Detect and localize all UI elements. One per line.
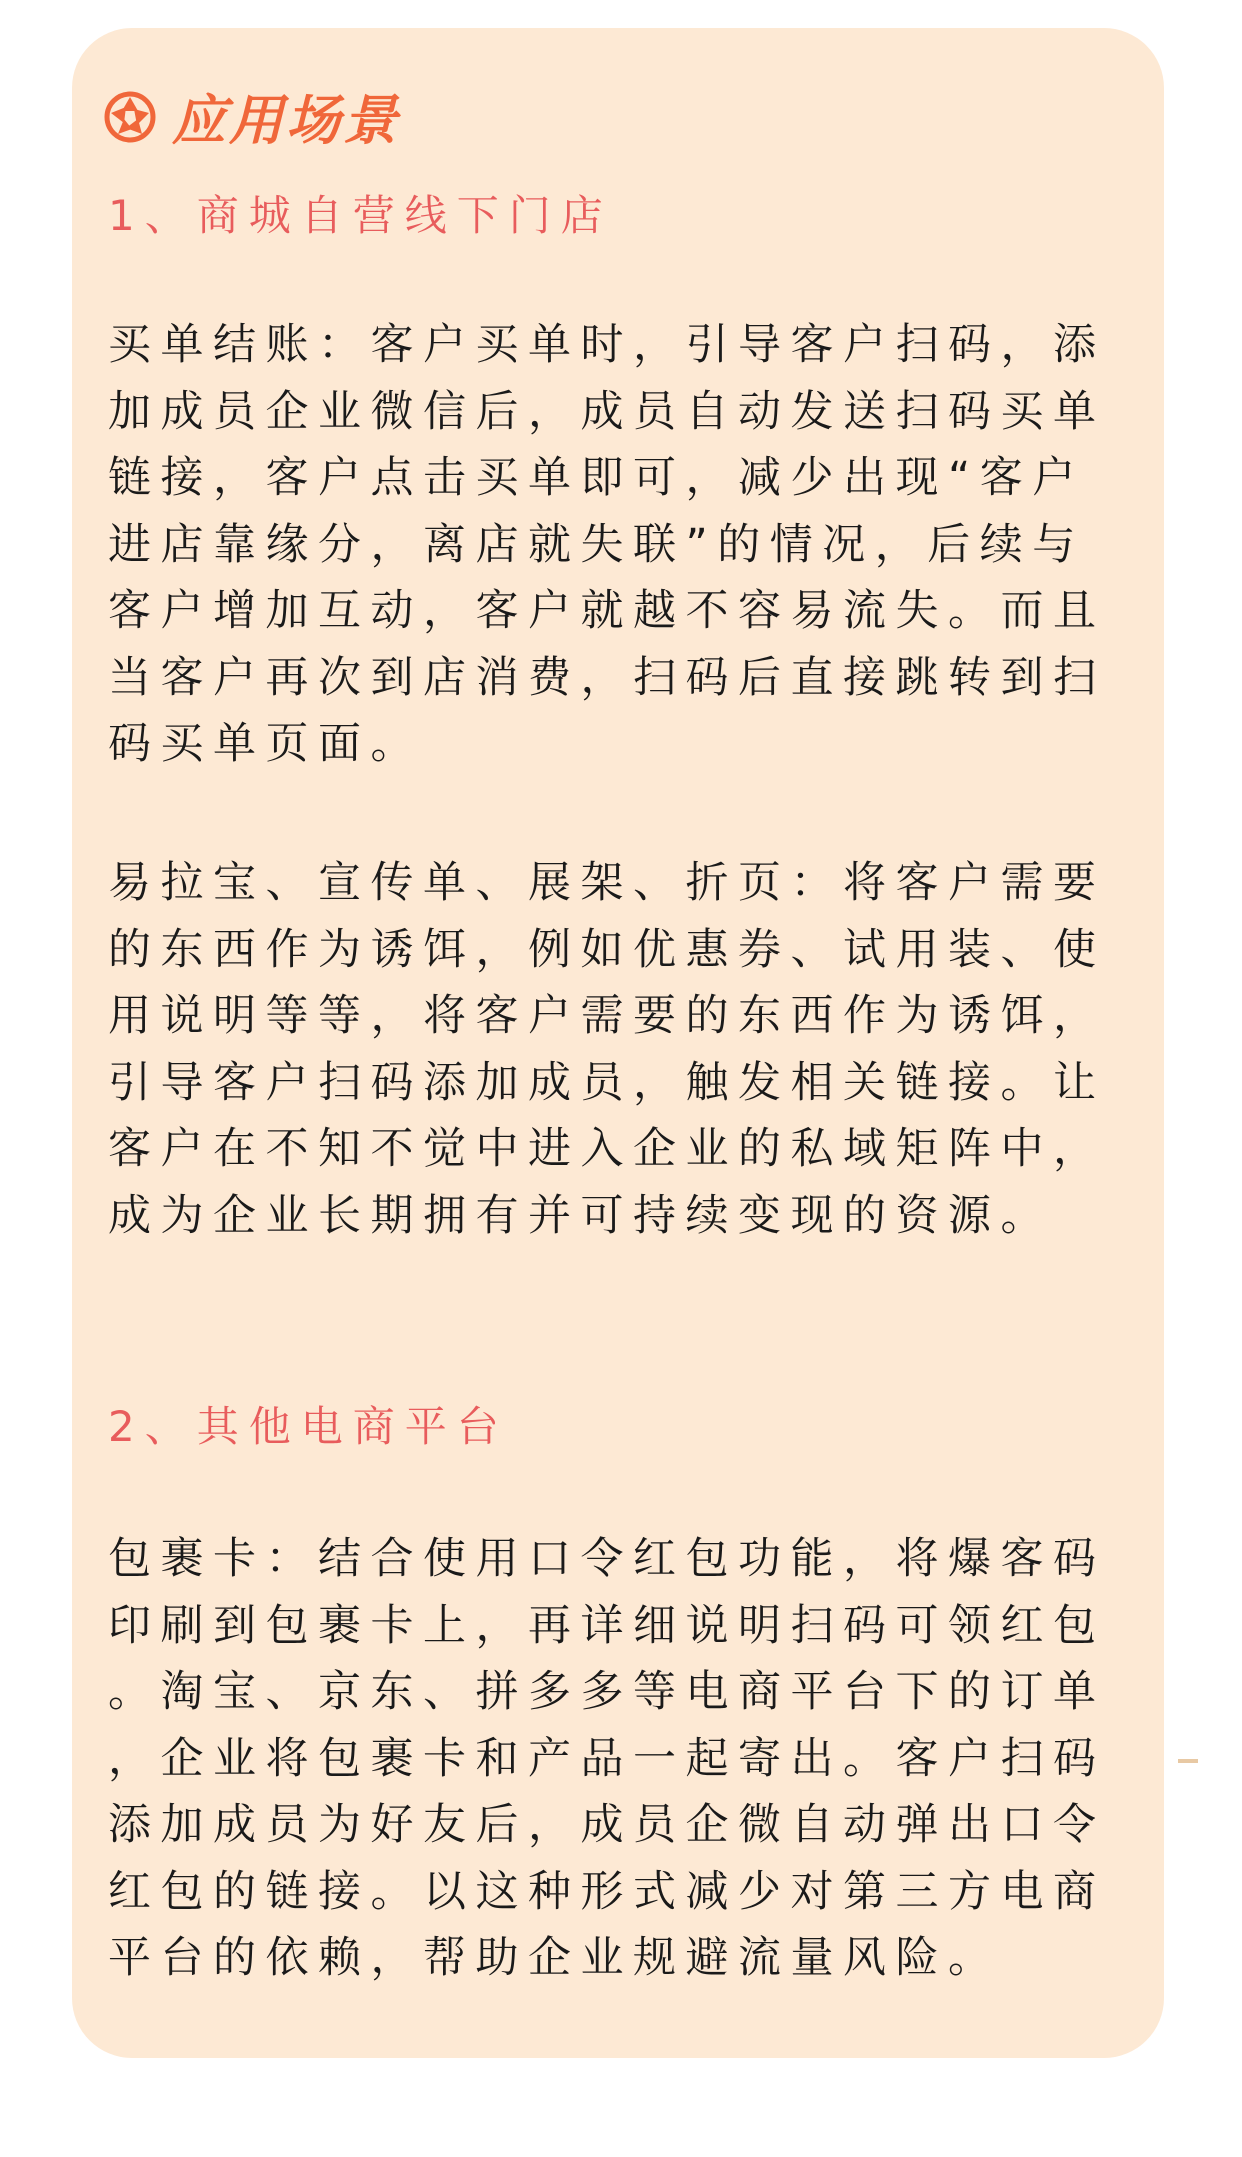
text-line: ，企业将包裹卡和产品一起寄出。客户扫码 — [108, 1733, 1106, 1784]
decorative-dash — [1178, 1759, 1198, 1763]
text-line: 客户增加互动，客户就越不容易流失。而且 — [108, 586, 1106, 636]
section-heading: 1、商城自营线下门店 — [108, 191, 613, 240]
section-heading: 2、其他电商平台 — [108, 1402, 509, 1451]
text-line: 进店靠缘分，离店就失联”的情况，后续与 — [108, 519, 1085, 570]
text-line: 链接，客户点击买单即可，减少出现“客户 — [108, 453, 1085, 503]
text-line: 的东西作为诱饵，例如优惠券、试用装、使 — [108, 924, 1106, 975]
text-line: 易拉宝、宣传单、展架、折页：将客户需要 — [108, 858, 1106, 908]
text-line: 平台的依赖，帮助企业规避流量风险。 — [108, 1933, 1001, 1983]
text-line: 引导客户扫码添加成员，触发相关链接。让 — [108, 1057, 1106, 1108]
title-text: 应用场景 — [172, 89, 400, 152]
text-line: 印刷到包裹卡上，再详细说明扫码可领红包 — [108, 1600, 1106, 1651]
paragraph — [108, 312, 1106, 778]
text-line: 红包的链接。以这种形式减少对第三方电商 — [108, 1866, 1106, 1917]
text-line: 包裹卡：结合使用口令红包功能，将爆客码 — [108, 1534, 1106, 1584]
text-line: 添加成员为好友后，成员企微自动弹出口令 — [108, 1800, 1106, 1850]
paragraph — [108, 1526, 1106, 1992]
paragraph — [108, 850, 1106, 1249]
text-line: 客户在不知不觉中进入企业的私域矩阵中， — [108, 1124, 1106, 1174]
text-line: 加成员企业微信后，成员自动发送扫码买单 — [108, 386, 1106, 437]
text-line: 码买单页面。 — [108, 719, 423, 769]
section-title — [104, 78, 400, 155]
text-line: 买单结账：客户买单时，引导客户扫码，添 — [108, 320, 1106, 370]
text-line: 。淘宝、京东、拼多多等电商平台下的订单 — [108, 1667, 1106, 1717]
text-line: 用说明等等，将客户需要的东西作为诱饵， — [108, 991, 1106, 1041]
text-line: 当客户再次到店消费，扫码后直接跳转到扫 — [108, 652, 1106, 703]
text-line: 成为企业长期拥有并可持续变现的资源。 — [108, 1190, 1053, 1241]
aperture-icon — [104, 91, 156, 143]
